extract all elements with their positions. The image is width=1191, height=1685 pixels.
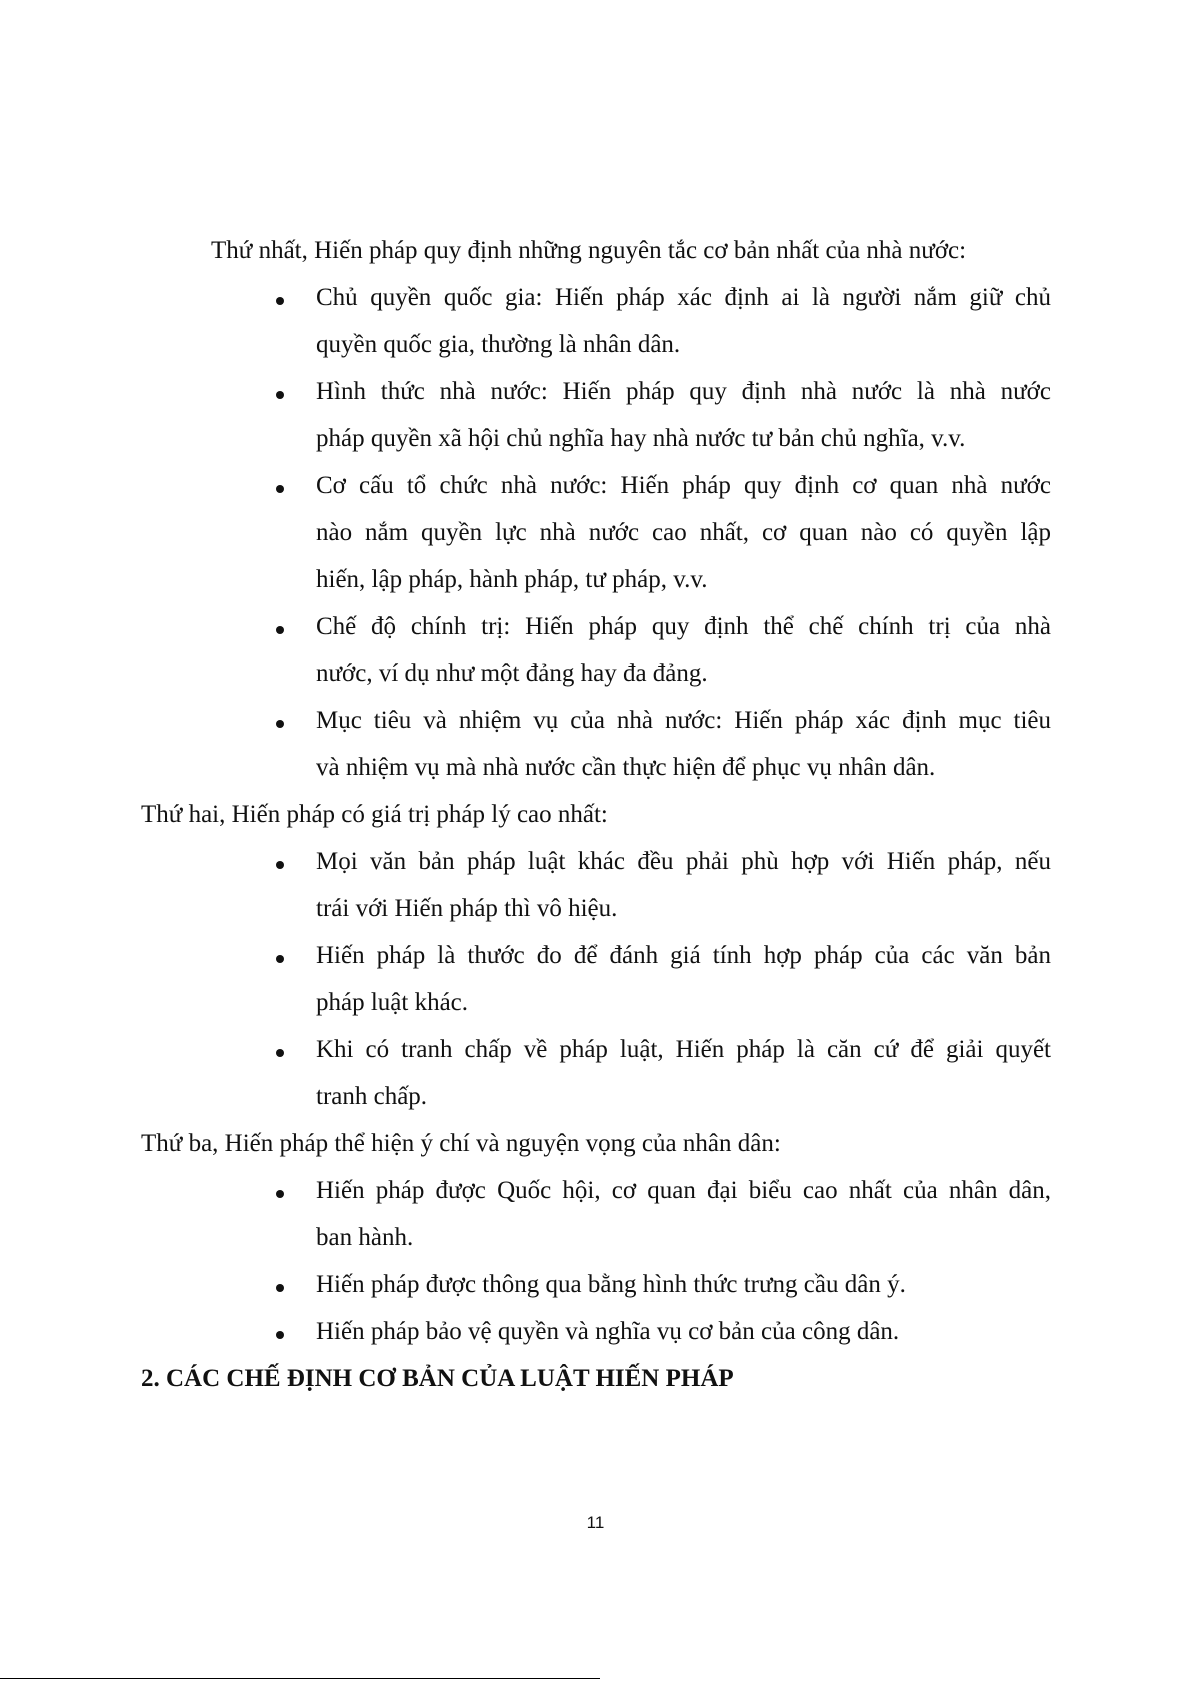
page-number: 11 bbox=[586, 1513, 605, 1532]
list-item-line: Hình thức nhà nước: Hiến pháp quy định nhà nước là nhà nước bbox=[316, 378, 1051, 405]
bullet-icon bbox=[276, 1190, 284, 1198]
list-item-line: quyền quốc gia, thường là nhân dân. bbox=[316, 331, 681, 358]
section3-intro: Thứ ba, Hiến pháp thể hiện ý chí và nguyện vọng của nhân dân: bbox=[141, 1130, 781, 1157]
list-item-line: Chế độ chính trị: Hiến pháp quy định thể chế chính trị của nhà bbox=[316, 613, 1051, 640]
section1-intro: Thứ nhất, Hiến pháp quy định những nguyên tắc cơ bản nhất của nhà nước: bbox=[211, 237, 967, 264]
list-item-line: nào nắm quyền lực nhà nước cao nhất, cơ quan nào có quyền lập bbox=[316, 519, 1051, 546]
list-item-line: và nhiệm vụ mà nhà nước cần thực hiện để phục vụ nhân dân. bbox=[316, 754, 936, 781]
list-item-line: Cơ cấu tổ chức nhà nước: Hiến pháp quy định cơ quan nhà nước bbox=[316, 472, 1051, 499]
list-item-line: tranh chấp. bbox=[316, 1083, 428, 1110]
bullet-icon bbox=[276, 391, 284, 399]
bullet-icon bbox=[276, 1049, 284, 1057]
bullet-icon bbox=[276, 1284, 284, 1292]
list-item-line: nước, ví dụ như một đảng hay đa đảng. bbox=[316, 660, 708, 687]
list-item-line: Khi có tranh chấp về pháp luật, Hiến pháp là căn cứ để giải quyết bbox=[316, 1036, 1051, 1063]
list-item-line: ban hành. bbox=[316, 1224, 414, 1251]
list-item-line: pháp luật khác. bbox=[316, 989, 469, 1016]
list-item-line: Mục tiêu và nhiệm vụ của nhà nước: Hiến pháp xác định mục tiêu bbox=[316, 707, 1051, 734]
bullet-icon bbox=[276, 485, 284, 493]
bullet-icon bbox=[276, 1331, 284, 1339]
list-item-line: trái với Hiến pháp thì vô hiệu. bbox=[316, 895, 618, 922]
bullet-icon bbox=[276, 297, 284, 305]
list-item-line: pháp quyền xã hội chủ nghĩa hay nhà nước tư bản chủ nghĩa, v.v. bbox=[316, 425, 966, 452]
footer-divider bbox=[0, 1678, 600, 1679]
list-item-line: Hiến pháp bảo vệ quyền và nghĩa vụ cơ bản của công dân. bbox=[316, 1318, 900, 1345]
bullet-icon bbox=[276, 861, 284, 869]
list-item-line: Hiến pháp được thông qua bằng hình thức trưng cầu dân ý. bbox=[316, 1271, 906, 1298]
list-item-line: Hiến pháp được Quốc hội, cơ quan đại biểu cao nhất của nhân dân, bbox=[316, 1177, 1051, 1204]
list-item-line: hiến, lập pháp, hành pháp, tư pháp, v.v. bbox=[316, 566, 708, 593]
bullet-icon bbox=[276, 626, 284, 634]
bullet-icon bbox=[276, 955, 284, 963]
list-item-line: Chủ quyền quốc gia: Hiến pháp xác định ai là người nắm giữ chủ bbox=[316, 284, 1051, 311]
section-heading: 2. CÁC CHẾ ĐỊNH CƠ BẢN CỦA LUẬT HIẾN PHÁP bbox=[141, 1365, 734, 1392]
list-item-line: Mọi văn bản pháp luật khác đều phải phù hợp với Hiến pháp, nếu bbox=[316, 848, 1051, 875]
list-item-line: Hiến pháp là thước đo để đánh giá tính hợp pháp của các văn bản bbox=[316, 942, 1051, 969]
bullet-icon bbox=[276, 720, 284, 728]
section2-intro: Thứ hai, Hiến pháp có giá trị pháp lý cao nhất: bbox=[141, 801, 608, 828]
